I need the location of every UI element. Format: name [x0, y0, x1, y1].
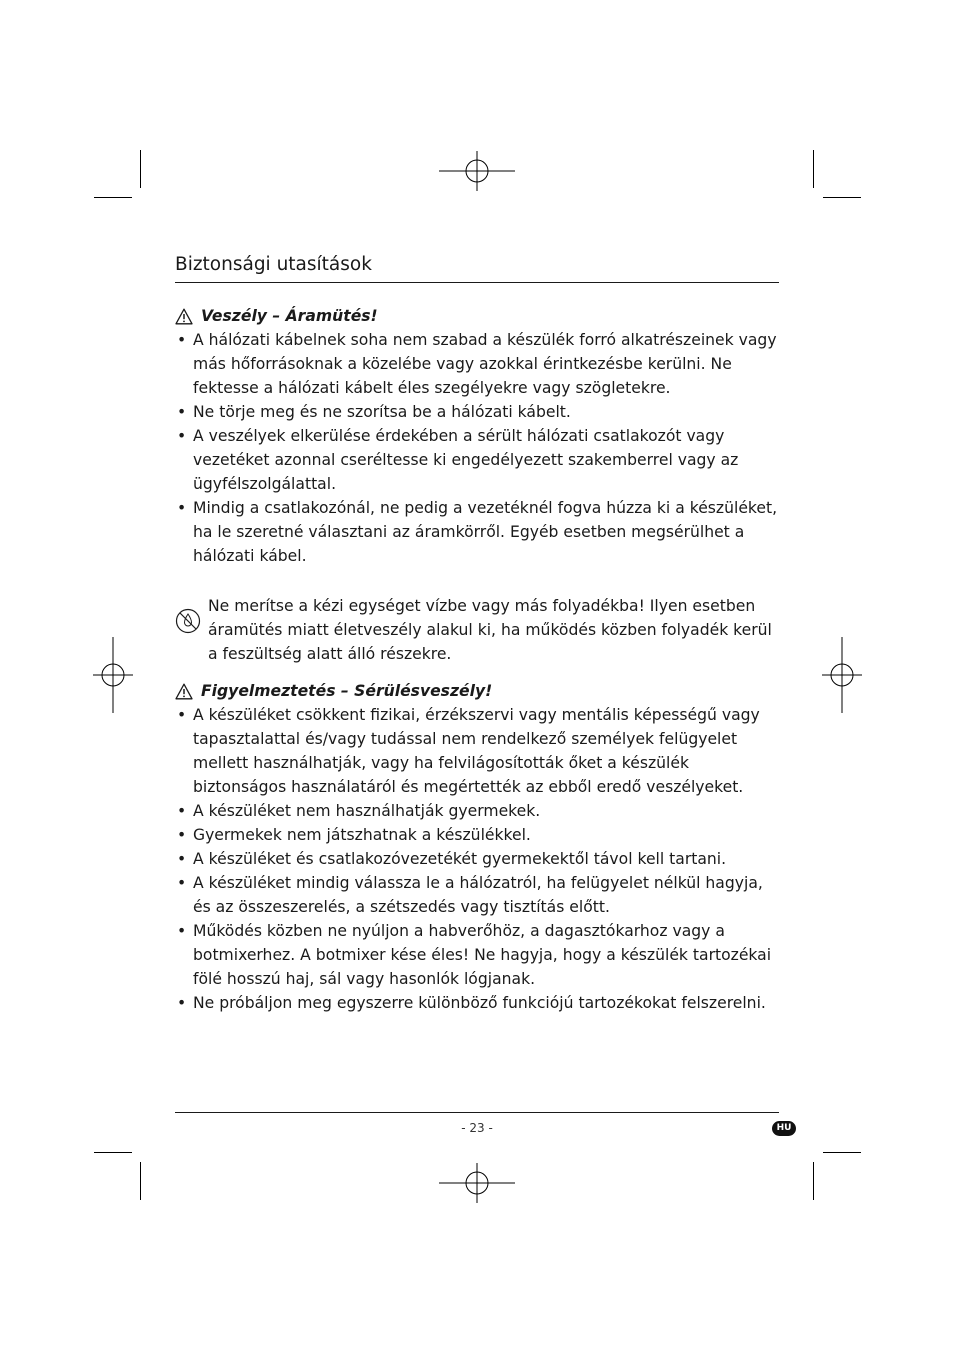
page-number: - 23 -	[461, 1121, 493, 1135]
warning-triangle-icon	[175, 683, 193, 700]
list-item: • Működés közben ne nyúljon a habverőhöz, a dagasztókarhoz vagy a botmixerhez. A botmixer kése éles! Ne hagyja, hogy a készülék tartozékai fölé hosszú haj, sál vagy hasonlók lógjanak.	[175, 919, 779, 991]
danger-list	[175, 328, 779, 568]
no-water-icon	[175, 608, 201, 634]
crop-mark	[140, 150, 141, 188]
list-item: • Ne törje meg és ne szorítsa be a hálózati kábelt.	[175, 400, 779, 424]
list-item: • A készüléket és csatlakozóvezetékét gyermekektől távol kell tartani.	[175, 847, 779, 871]
list-item: • A készüléket nem használhatják gyermekek.	[175, 799, 779, 823]
warning-heading-text: Figyelmeztetés – Sérülésveszély!	[201, 682, 493, 700]
list-item: • A hálózati kábelnek soha nem szabad a készülék forró alkatrészeinek vagy más hőforrásoknak a közelébe vagy azokkal érintkezésbe kerülni. Ne fektesse a hálózati kábelt éles szegélyekre vagy szögletekre.	[175, 328, 779, 400]
crop-mark	[94, 197, 132, 198]
warning-list	[175, 703, 779, 1015]
danger-heading-text: Veszély – Áramütés!	[201, 307, 378, 325]
list-item: • Mindig a csatlakozónál, ne pedig a vezetéknél fogva húzza ki a készüléket, ha le szeretné választani az áramkörről. Egyéb esetben megsérülhet a hálózati kábel.	[175, 496, 779, 568]
list-item: • Gyermekek nem játszhatnak a készülékkel.	[175, 823, 779, 847]
crop-mark	[823, 197, 861, 198]
registration-crosshair-icon	[804, 637, 880, 713]
warning-heading	[175, 679, 779, 703]
language-badge: HU	[772, 1121, 796, 1136]
safety-instructions	[175, 304, 779, 1015]
section-title: Biztonsági utasítások	[175, 254, 372, 275]
danger-heading	[175, 304, 779, 328]
crop-mark	[813, 150, 814, 188]
list-item: • A készüléket csökkent fizikai, érzékszervi vagy mentális képességű vagy tapasztalattal és/vagy tudással nem rendelkező személyek felügyelet mellett használhatják, vagy ha felvilágosították őket a készülék biztonságos használatáról és megértették az ebből eredő veszélyeket.	[175, 703, 779, 799]
title-divider	[175, 282, 779, 283]
water-notice	[175, 594, 779, 666]
list-item: • Ne próbáljon meg egyszerre különböző funkciójú tartozékokat felszerelni.	[175, 991, 779, 1015]
warning-triangle-icon	[175, 308, 193, 325]
crop-mark	[823, 1152, 861, 1153]
registration-crosshair-icon	[439, 133, 515, 209]
notice-text: Ne merítse a kézi egységet vízbe vagy más folyadékba! Ilyen esetben áramütés miatt életveszély alakul ki, ha működés közben folyadék kerül a feszültség alatt álló részekre.	[208, 597, 772, 663]
crop-mark	[94, 1152, 132, 1153]
registration-crosshair-icon	[75, 637, 151, 713]
footer-divider	[175, 1112, 779, 1113]
list-item: • A veszélyek elkerülése érdekében a sérült hálózati csatlakozót vagy vezetéket azonnal cseréltesse ki engedélyezett szakemberrel vagy az ügyfélszolgálattal.	[175, 424, 779, 496]
crop-mark	[140, 1162, 141, 1200]
registration-crosshair-icon	[439, 1145, 515, 1221]
list-item: • A készüléket mindig válassza le a hálózatról, ha felügyelet nélkül hagyja, és az összeszerelés, a szétszedés vagy tisztítás előtt.	[175, 871, 779, 919]
crop-mark	[813, 1162, 814, 1200]
